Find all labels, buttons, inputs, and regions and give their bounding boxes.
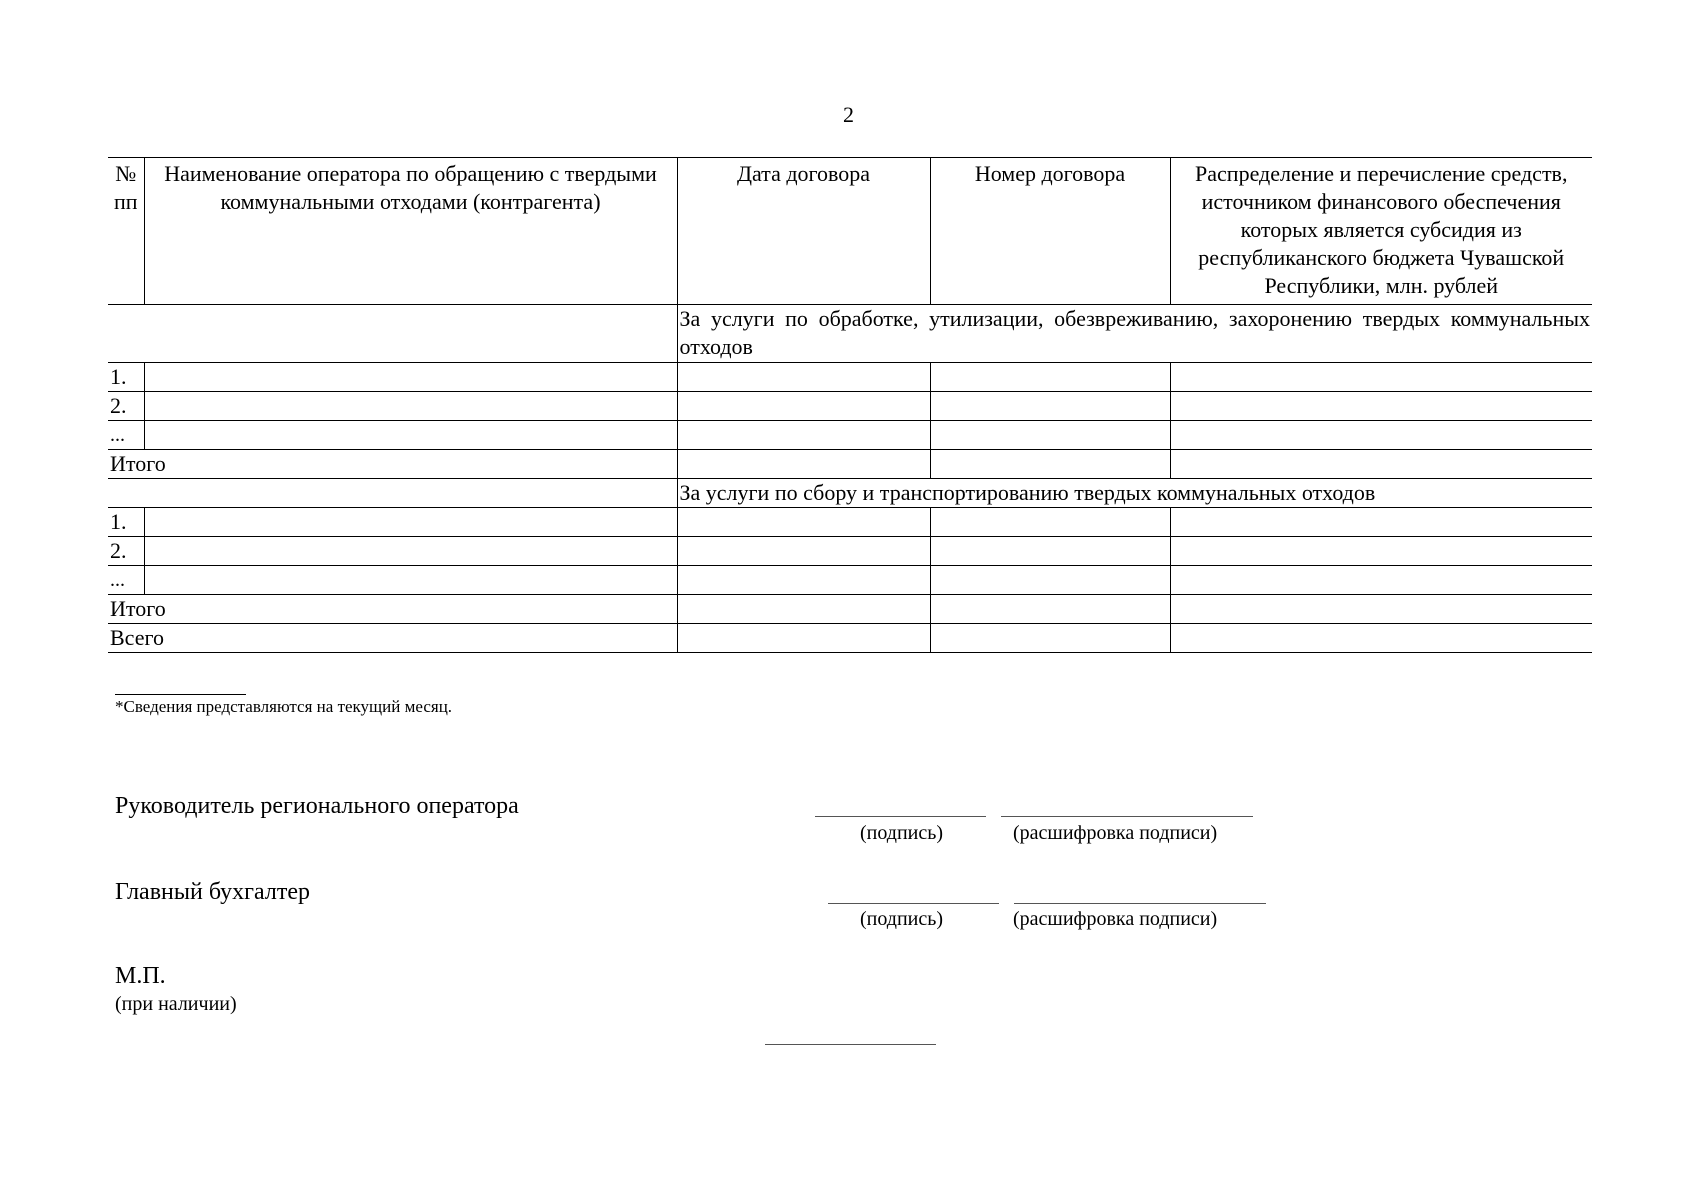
header-name: Наименование оператора по обращению с твердыми коммунальными отходами (контрагента)	[144, 158, 677, 305]
cell	[1170, 450, 1592, 479]
header-date: Дата договора	[677, 158, 930, 305]
table-row	[108, 566, 1592, 595]
header-num: № пп	[108, 158, 144, 305]
section-1-total-label: Итого	[108, 450, 677, 479]
row-number: 1.	[108, 508, 144, 537]
page-number: 2	[843, 102, 854, 127]
footnote: *Сведения представляются на текущий месяц.	[115, 697, 453, 716]
table-row	[108, 392, 1592, 421]
header-number: Номер договора	[930, 158, 1170, 305]
stamp-note: (при наличии)	[115, 993, 237, 1015]
cell	[1170, 392, 1592, 421]
cell	[677, 450, 930, 479]
cell	[1170, 624, 1592, 653]
head-transcript-caption: (расшифровка подписи)	[1013, 822, 1218, 844]
cell	[677, 624, 930, 653]
stamp-label: М.П.	[115, 963, 166, 989]
section-2-total-row	[108, 595, 1592, 624]
row-number: ...	[108, 421, 144, 450]
cell	[1170, 363, 1592, 392]
section-1-spacer	[108, 305, 677, 363]
distribution-table	[108, 157, 1592, 653]
row-number: 2.	[108, 392, 144, 421]
cell	[930, 392, 1170, 421]
cell	[1170, 421, 1592, 450]
cell	[677, 421, 930, 450]
accountant-signature-caption: (подпись)	[860, 908, 944, 930]
cell	[677, 392, 930, 421]
row-number: 2.	[108, 537, 144, 566]
cell	[930, 450, 1170, 479]
cell	[930, 537, 1170, 566]
cell	[930, 421, 1170, 450]
section-2-header	[108, 479, 1592, 508]
table-header-row	[108, 158, 1592, 305]
cell	[144, 508, 677, 537]
cell	[1170, 508, 1592, 537]
cell	[677, 363, 930, 392]
head-signature-caption: (подпись)	[860, 822, 944, 844]
cell	[144, 392, 677, 421]
cell	[144, 537, 677, 566]
cell	[677, 566, 930, 595]
section-1-header	[108, 305, 1592, 363]
header-distribution: Распределение и перечисление средств, источником финансового обеспечения которых является субсидия из республиканского бюджета Чувашской Республики, млн. рублей	[1170, 158, 1592, 305]
section-1-total-row	[108, 450, 1592, 479]
row-number: 1.	[108, 363, 144, 392]
section-2-total-label: Итого	[108, 595, 677, 624]
cell	[1170, 566, 1592, 595]
grand-total-label: Всего	[108, 624, 677, 653]
cell	[1170, 537, 1592, 566]
accountant-title: Главный бухгалтер	[115, 879, 310, 905]
grand-total-row	[108, 624, 1592, 653]
cell	[930, 624, 1170, 653]
end-separator-line	[765, 1044, 936, 1045]
cell	[144, 421, 677, 450]
cell	[677, 595, 930, 624]
cell	[144, 363, 677, 392]
table-row	[108, 537, 1592, 566]
head-signature-line	[815, 816, 986, 817]
cell	[930, 566, 1170, 595]
cell	[1170, 595, 1592, 624]
cell	[677, 537, 930, 566]
table-row	[108, 421, 1592, 450]
section-2-spacer	[108, 479, 677, 508]
cell	[930, 595, 1170, 624]
accountant-signature-line	[828, 903, 999, 904]
accountant-transcript-caption: (расшифровка подписи)	[1013, 908, 1218, 930]
row-number: ...	[108, 566, 144, 595]
head-title: Руководитель регионального оператора	[115, 793, 519, 819]
cell	[930, 508, 1170, 537]
cell	[930, 363, 1170, 392]
accountant-transcript-line	[1014, 903, 1266, 904]
table-row	[108, 363, 1592, 392]
table-row	[108, 508, 1592, 537]
cell	[144, 566, 677, 595]
section-2-title: За услуги по сбору и транспортированию твердых коммунальных отходов	[677, 479, 1592, 508]
cell	[677, 508, 930, 537]
head-transcript-line	[1001, 816, 1253, 817]
section-1-title: За услуги по обработке, утилизации, обезвреживанию, захоронению твердых коммунальных отходов	[677, 305, 1592, 363]
footnote-separator	[115, 694, 246, 695]
